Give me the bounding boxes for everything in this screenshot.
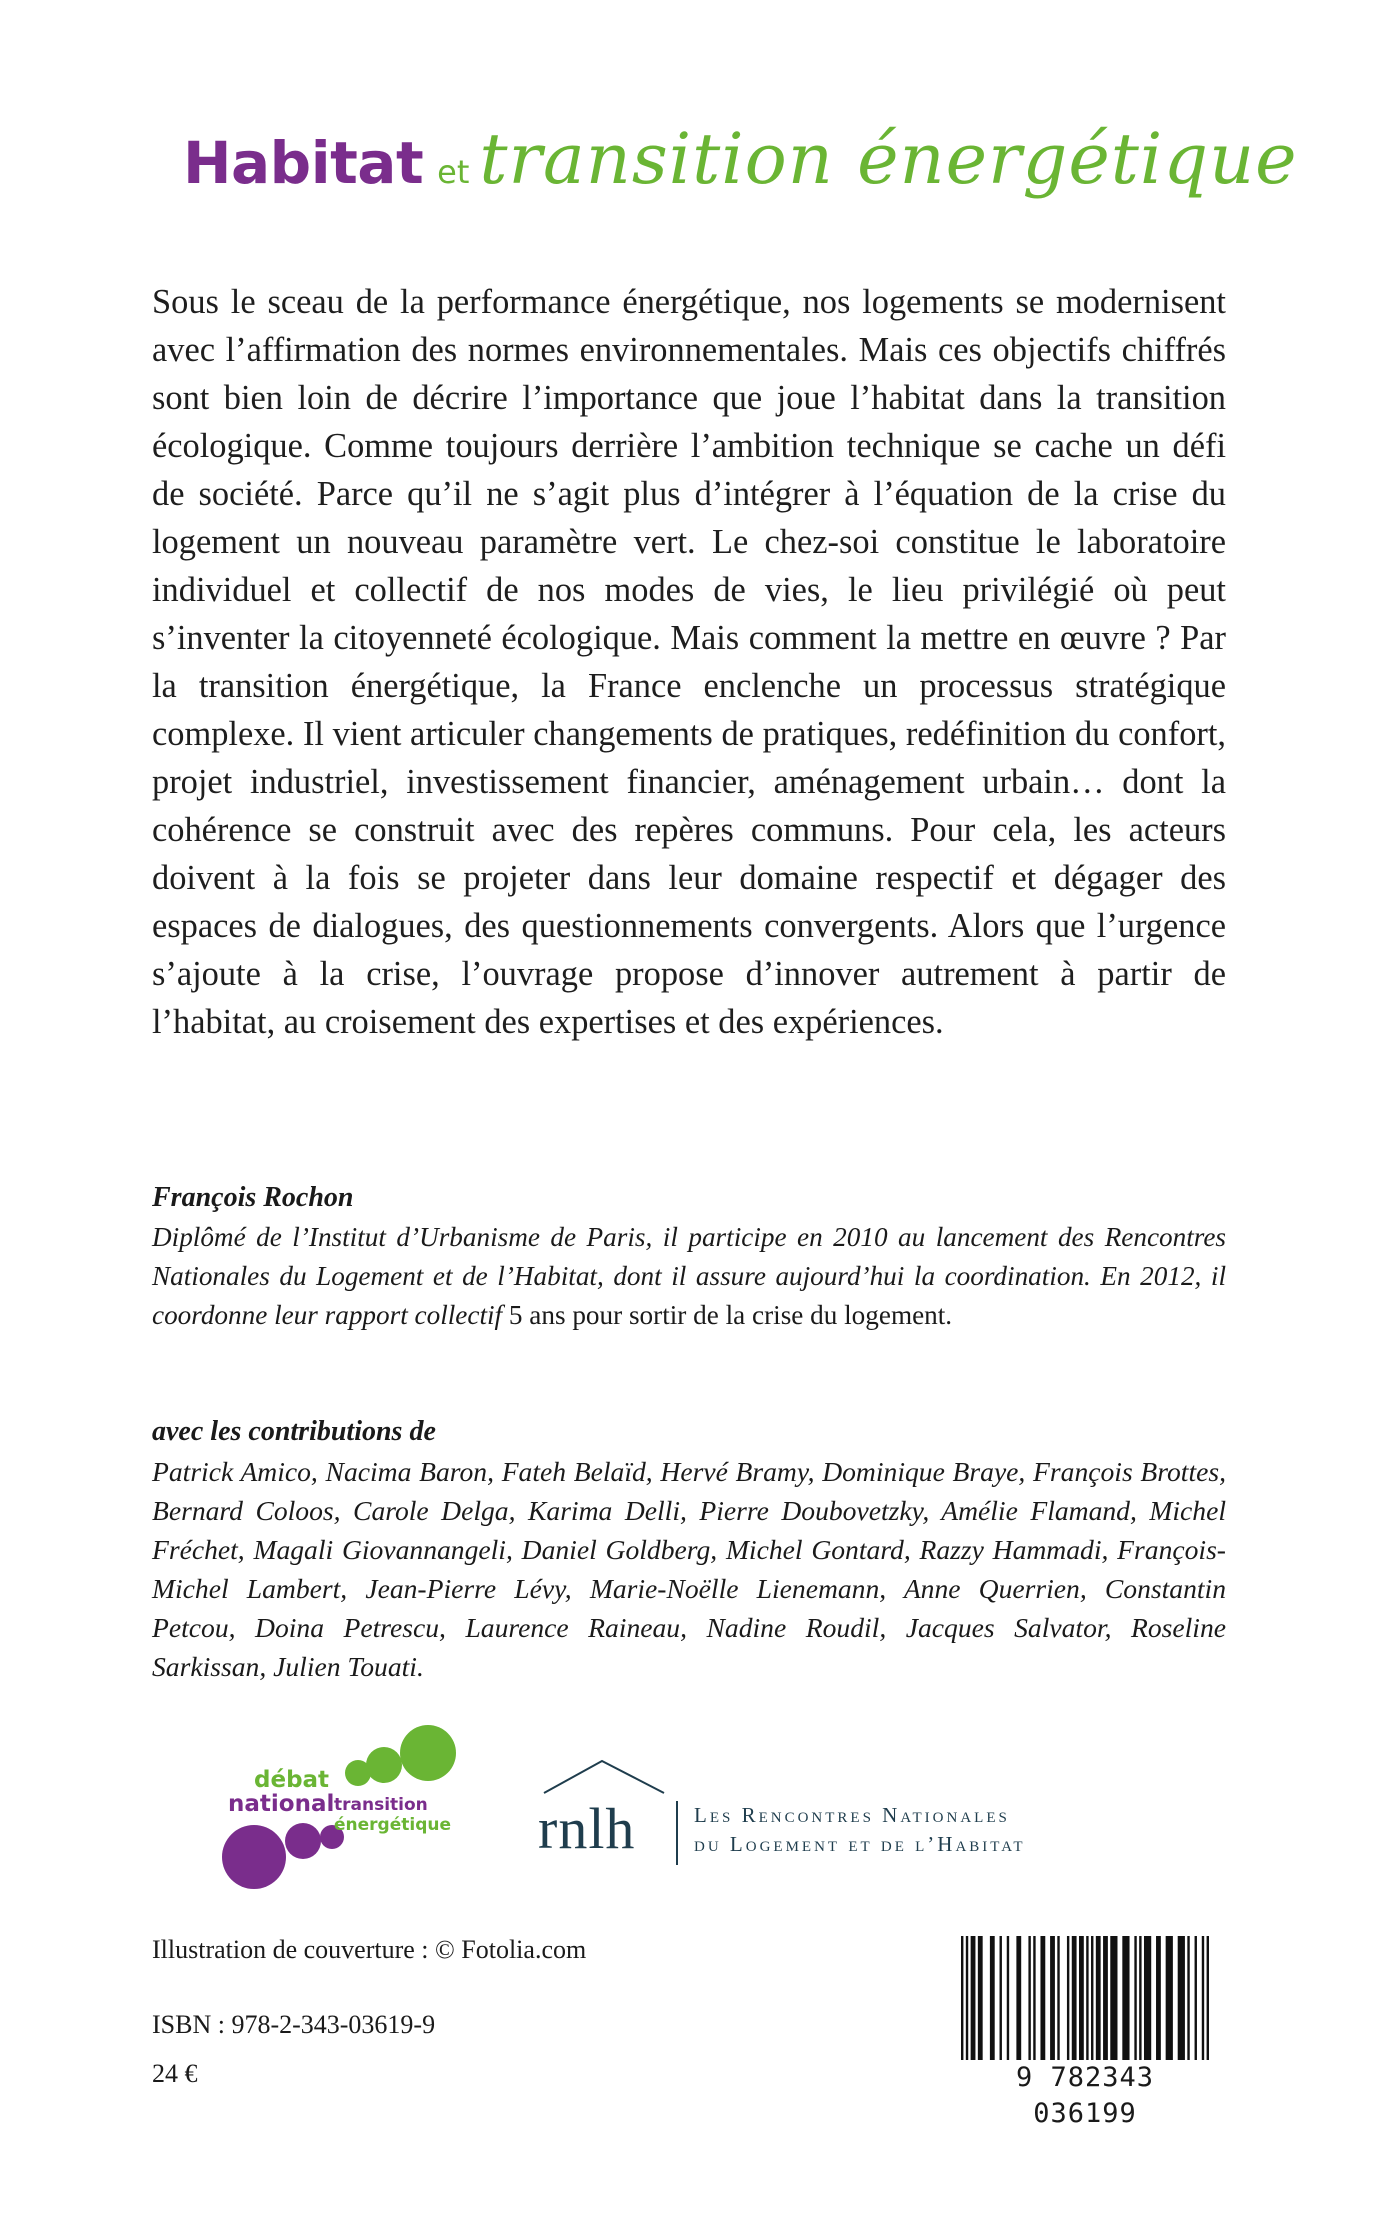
author-name: François Rochon: [152, 1182, 354, 1213]
barcode-bar: [1139, 1936, 1141, 2068]
barcode-bar: [1156, 1936, 1161, 2068]
book-title: [183, 118, 1298, 238]
barcode-bar: [1079, 1936, 1084, 2068]
rnlh-name: [694, 1801, 1026, 1859]
book-blurb: Sous le sceau de la performance énergétique, nos logements se modernisent avec l’affirmation des normes environnementales. Mais ces objectifs chiffrés sont bien loin de décrire l’importance que joue l’habitat dans la transition écologique. Comme toujours derrière l’ambition technique se cache un défi de société. Parce qu’il ne s’agit plus d’intégrer à l’équation de la crise du logement un nouveau paramètre vert. Le chez-soi constitue le laboratoire individuel et collectif de nos modes de vies, le lieu privilégié où peut s’inventer la citoyenneté écologique. Mais comment la mettre en œuvre ? Par la transition énergétique, la France enclenche un processus stratégique complexe. Il vient articuler changements de pratiques, redéfinition du confort, projet industriel, investissement financier, aménagement urbain… dont la cohérence se construit avec des repères communs. Pour cela, les acteurs doivent à la fois se projeter dans leur domaine respectif et dégager des espaces de dialogues, des questionnements convergents. Alors que l’urgence s’ajoute à la crise, l’ouvrage propose d’innover autrement à partir de l’habitat, au croisement des expertises et des expériences.: [152, 283, 1226, 1041]
author-bio: [152, 1218, 1226, 1335]
barcode-bars: [955, 1932, 1215, 2072]
barcode-bar: [1057, 1936, 1059, 2068]
isbn: ISBN : 978-2-343-03619-9: [152, 2010, 436, 2039]
title-connector: et: [437, 153, 470, 191]
debat-word: débat: [254, 1767, 330, 1793]
author-book-title: 5 ans pour sortir de la crise du logement.: [502, 1300, 953, 1330]
barcode-bar: [1000, 1936, 1002, 2068]
energetique-word: énergétique: [334, 1815, 451, 1835]
barcode-bar: [1207, 1936, 1209, 2068]
barcode-bar: [1028, 1936, 1030, 2068]
barcode-bar: [1202, 1936, 1204, 2068]
barcode-bar: [1007, 1936, 1009, 2068]
barcode-bar: [978, 1936, 983, 2068]
cover-credit: Illustration de couverture : © Fotolia.com: [152, 1935, 587, 1964]
barcode-bar: [1086, 1936, 1088, 2068]
barcode-bar: [971, 1936, 976, 2068]
rnlh-logo: [530, 1755, 1190, 1875]
barcode-bar: [1134, 1936, 1136, 2068]
barcode-bar: [1033, 1936, 1035, 2068]
national-word: national: [228, 1791, 335, 1817]
barcode-bar: [1091, 1936, 1093, 2068]
barcode-bar: [1016, 1936, 1021, 2068]
barcode-bar: [1040, 1936, 1045, 2068]
contributors-list: Patrick Amico, Nacima Baron, Fateh Belaïd, Hervé Bramy, Dominique Braye, François Brottes, Bernard Coloos, Carole Delga, Karima Delli, Pierre Doubovetzky, Amélie Flamand, Michel Fréchet, Magali Giovannangeli, Daniel Goldberg, Michel Gontard, Razzy Hammadi, François-Michel Lambert, Jean-Pierre Lévy, Marie-Noëlle Lienemann, Anne Querrien, Constantin Petcou, Doina Petrescu, Laurence Raineau, Nadine Roudil, Jacques Salvator, Roseline Sarkissan, Julien Touati.: [152, 1456, 1226, 1682]
barcode-bar: [1195, 1936, 1197, 2068]
barcode-bar: [961, 1936, 963, 2068]
contributions-heading: avec les contributions de: [152, 1416, 436, 1447]
price: 24 €: [152, 2059, 198, 2088]
barcode-bar: [1122, 1936, 1129, 2068]
barcode-bar: [1103, 1936, 1108, 2068]
title-habitat: Habitat: [183, 129, 424, 197]
barcode-bar: [966, 1936, 968, 2068]
barcode-bar: [1144, 1936, 1151, 2068]
title-transition: transition énergétique: [479, 118, 1298, 200]
barcode-bar: [1187, 1936, 1189, 2068]
author-block: [152, 1178, 1226, 1335]
debat-national-logo: [210, 1725, 470, 1895]
barcode-bar: [1067, 1936, 1069, 2068]
rnlh-line-2: du Logement et de l’Habitat: [694, 1832, 1026, 1856]
rnlh-line-1: Les Rencontres Nationales: [694, 1803, 1010, 1827]
barcode-bar: [1178, 1936, 1185, 2068]
rnlh-mark: rnlh: [538, 1796, 636, 1861]
barcode-digits: 9 782343 036199: [959, 2060, 1211, 2132]
contributions-block: [152, 1412, 1226, 1686]
author-bio-text: Diplômé de l’Institut d’Urbanisme de Paris, il participe en 2010 au lancement des Rencontres Nationales du Logement et de l’Habitat, dont il assure aujourd’hui la coordination. En 2012, il coordonne leur rapport collectif: [152, 1222, 1226, 1330]
barcode-bar: [1166, 1936, 1173, 2068]
rnlh-divider: [676, 1801, 678, 1865]
barcode-bar: [1072, 1936, 1077, 2068]
barcode: [955, 1932, 1215, 2129]
transition-word: transition: [334, 1795, 428, 1815]
barcode-bar: [990, 1936, 995, 2068]
barcode-bar: [1110, 1936, 1117, 2068]
barcode-bar: [1096, 1936, 1101, 2068]
barcode-bar: [1050, 1936, 1055, 2068]
